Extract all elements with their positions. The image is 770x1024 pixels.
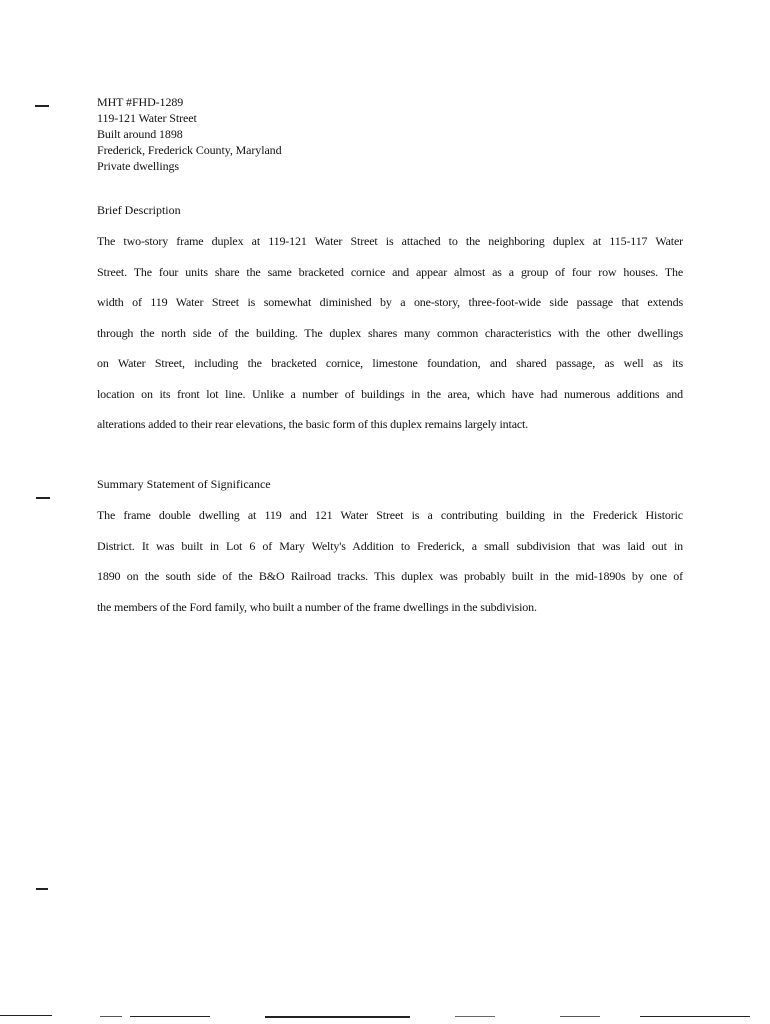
paragraph-line: on Water Street, including the bracketed cornice, limestone foundation, and shared passage, as well as its <box>97 356 683 370</box>
paragraph-line: width of 119 Water Street is somewhat diminished by a one-story, three-foot-wide side passage that extends <box>97 295 683 309</box>
paragraph-line: the members of the Ford family, who built a number of the frame dwellings in the subdivision. <box>97 599 537 614</box>
significance-paragraph <box>97 507 683 629</box>
paragraph-line: Street. The four units share the same bracketed cornice and appear almost as a group of four row houses. The <box>97 264 683 279</box>
scan-mark-bottom <box>36 888 48 890</box>
footer-dash-4 <box>265 1016 410 1018</box>
footer-dash-6 <box>560 1016 600 1017</box>
paragraph-line: through the north side of the building. The duplex shares many common characteristics with the other dwellings <box>97 325 683 340</box>
significance-heading: Summary Statement of Significance <box>97 477 271 491</box>
footer-dash-1 <box>0 1015 52 1016</box>
paragraph-line: The two-story frame duplex at 119-121 Water Street is attached to the neighboring duplex at 115-117 Water <box>97 234 683 248</box>
scan-mark-top <box>35 105 49 107</box>
footer-dash-2 <box>100 1016 122 1017</box>
paragraph-line: 1890 on the south side of the B&O Railroad tracks. This duplex was probably built in the mid-1890s by one of <box>97 569 683 583</box>
footer-dash-7 <box>640 1016 750 1017</box>
paragraph-line: alterations added to their rear elevations, the basic form of this duplex remains largely intact. <box>97 417 529 431</box>
footer-dash-5 <box>455 1016 495 1017</box>
brief-description-paragraph <box>97 233 683 447</box>
paragraph-line: The frame double dwelling at 119 and 121 Water Street is a contributing building in the Frederick Historic <box>97 508 683 522</box>
record-header <box>97 94 517 174</box>
record-address: 119-121 Water Street <box>97 111 197 125</box>
record-location: Frederick, Frederick County, Maryland <box>97 143 282 157</box>
record-id: MHT #FHD-1289 <box>97 95 184 109</box>
record-use: Private dwellings <box>97 159 179 173</box>
record-built-date: Built around 1898 <box>97 127 183 141</box>
paragraph-line: District. It was built in Lot 6 of Mary Welty's Addition to Frederick, a small subdivision that was laid out in <box>97 538 683 553</box>
brief-description-heading: Brief Description <box>97 203 181 217</box>
footer-dash-3 <box>130 1016 210 1017</box>
paragraph-line: location on its front lot line. Unlike a number of buildings in the area, which have had numerous additions and <box>97 386 683 401</box>
scan-mark-middle <box>36 497 50 499</box>
